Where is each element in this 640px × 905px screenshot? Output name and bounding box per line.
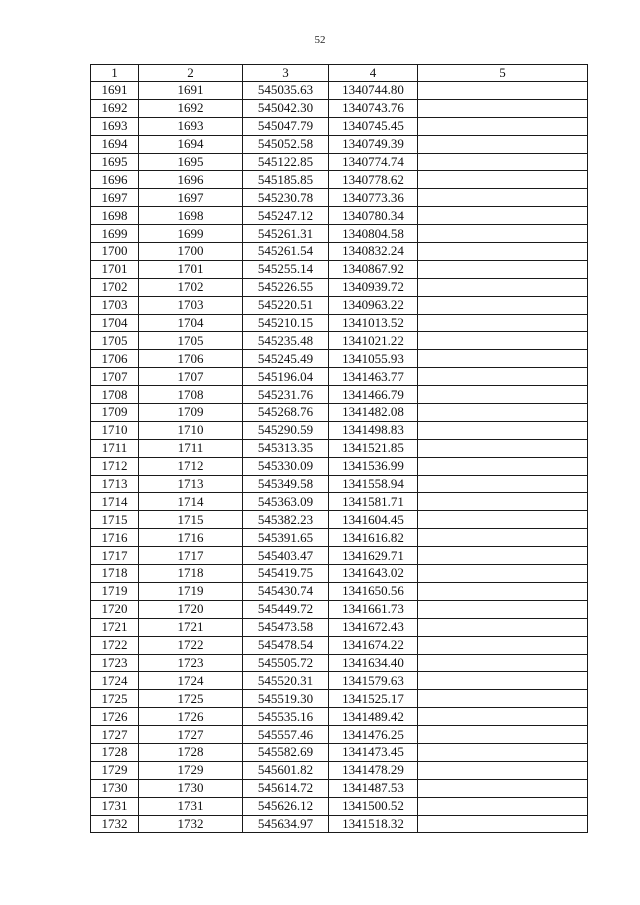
x-coordinate-cell: 545247.12 bbox=[243, 207, 329, 225]
point-id-cell: 1711 bbox=[139, 439, 243, 457]
point-number-cell: 1709 bbox=[91, 404, 139, 422]
table-row bbox=[91, 708, 588, 726]
point-id-cell: 1698 bbox=[139, 207, 243, 225]
point-id-cell: 1717 bbox=[139, 547, 243, 565]
point-id-cell: 1705 bbox=[139, 332, 243, 350]
point-number-cell: 1700 bbox=[91, 243, 139, 261]
y-coordinate-cell: 1341558.94 bbox=[329, 475, 418, 493]
x-coordinate-cell: 545185.85 bbox=[243, 171, 329, 189]
x-coordinate-cell: 545290.59 bbox=[243, 421, 329, 439]
y-coordinate-cell: 1340780.34 bbox=[329, 207, 418, 225]
point-id-cell: 1704 bbox=[139, 314, 243, 332]
x-coordinate-cell: 545601.82 bbox=[243, 761, 329, 779]
point-number-cell: 1701 bbox=[91, 260, 139, 278]
table-row bbox=[91, 618, 588, 636]
x-coordinate-cell: 545226.55 bbox=[243, 278, 329, 296]
x-coordinate-cell: 545035.63 bbox=[243, 82, 329, 100]
note-cell bbox=[418, 117, 588, 135]
x-coordinate-cell: 545261.54 bbox=[243, 243, 329, 261]
y-coordinate-cell: 1341498.83 bbox=[329, 421, 418, 439]
table-row bbox=[91, 743, 588, 761]
x-coordinate-cell: 545313.35 bbox=[243, 439, 329, 457]
y-coordinate-cell: 1341616.82 bbox=[329, 529, 418, 547]
note-cell bbox=[418, 690, 588, 708]
point-id-cell: 1729 bbox=[139, 761, 243, 779]
point-number-cell: 1729 bbox=[91, 761, 139, 779]
point-id-cell: 1728 bbox=[139, 743, 243, 761]
y-coordinate-cell: 1341482.08 bbox=[329, 404, 418, 422]
y-coordinate-cell: 1340743.76 bbox=[329, 99, 418, 117]
point-number-cell: 1721 bbox=[91, 618, 139, 636]
x-coordinate-cell: 545520.31 bbox=[243, 672, 329, 690]
point-number-cell: 1716 bbox=[91, 529, 139, 547]
table-row bbox=[91, 815, 588, 833]
y-coordinate-cell: 1341055.93 bbox=[329, 350, 418, 368]
point-number-cell: 1728 bbox=[91, 743, 139, 761]
y-coordinate-cell: 1341604.45 bbox=[329, 511, 418, 529]
point-number-cell: 1697 bbox=[91, 189, 139, 207]
note-cell bbox=[418, 565, 588, 583]
point-number-cell: 1699 bbox=[91, 225, 139, 243]
y-coordinate-cell: 1341661.73 bbox=[329, 600, 418, 618]
point-number-cell: 1696 bbox=[91, 171, 139, 189]
x-coordinate-cell: 545261.31 bbox=[243, 225, 329, 243]
y-coordinate-cell: 1341478.29 bbox=[329, 761, 418, 779]
table-row bbox=[91, 529, 588, 547]
x-coordinate-cell: 545430.74 bbox=[243, 582, 329, 600]
page-number: 52 bbox=[314, 34, 326, 46]
x-coordinate-cell: 545230.78 bbox=[243, 189, 329, 207]
point-id-cell: 1730 bbox=[139, 779, 243, 797]
point-id-cell: 1715 bbox=[139, 511, 243, 529]
table-row bbox=[91, 278, 588, 296]
note-cell bbox=[418, 135, 588, 153]
x-coordinate-cell: 545255.14 bbox=[243, 260, 329, 278]
table-row bbox=[91, 296, 588, 314]
note-cell bbox=[418, 404, 588, 422]
x-coordinate-cell: 545245.49 bbox=[243, 350, 329, 368]
x-coordinate-cell: 545582.69 bbox=[243, 743, 329, 761]
note-cell bbox=[418, 672, 588, 690]
point-id-cell: 1718 bbox=[139, 565, 243, 583]
x-coordinate-cell: 545557.46 bbox=[243, 726, 329, 744]
point-number-cell: 1706 bbox=[91, 350, 139, 368]
point-id-cell: 1701 bbox=[139, 260, 243, 278]
x-coordinate-cell: 545449.72 bbox=[243, 600, 329, 618]
x-coordinate-cell: 545382.23 bbox=[243, 511, 329, 529]
note-cell bbox=[418, 278, 588, 296]
note-cell bbox=[418, 529, 588, 547]
table-row bbox=[91, 117, 588, 135]
point-id-cell: 1696 bbox=[139, 171, 243, 189]
point-id-cell: 1719 bbox=[139, 582, 243, 600]
x-coordinate-cell: 545634.97 bbox=[243, 815, 329, 833]
point-number-cell: 1710 bbox=[91, 421, 139, 439]
table-row bbox=[91, 135, 588, 153]
note-cell bbox=[418, 314, 588, 332]
y-coordinate-cell: 1341463.77 bbox=[329, 368, 418, 386]
point-id-cell: 1693 bbox=[139, 117, 243, 135]
point-number-cell: 1705 bbox=[91, 332, 139, 350]
note-cell bbox=[418, 153, 588, 171]
note-cell bbox=[418, 189, 588, 207]
table-row bbox=[91, 797, 588, 815]
table-row bbox=[91, 726, 588, 744]
table-row bbox=[91, 457, 588, 475]
point-id-cell: 1703 bbox=[139, 296, 243, 314]
point-number-cell: 1717 bbox=[91, 547, 139, 565]
x-coordinate-cell: 545403.47 bbox=[243, 547, 329, 565]
point-number-cell: 1703 bbox=[91, 296, 139, 314]
point-id-cell: 1695 bbox=[139, 153, 243, 171]
point-id-cell: 1725 bbox=[139, 690, 243, 708]
x-coordinate-cell: 545505.72 bbox=[243, 654, 329, 672]
point-number-cell: 1698 bbox=[91, 207, 139, 225]
note-cell bbox=[418, 439, 588, 457]
y-coordinate-cell: 1341489.42 bbox=[329, 708, 418, 726]
point-number-cell: 1691 bbox=[91, 82, 139, 100]
column-header-1: 1 bbox=[91, 65, 139, 82]
y-coordinate-cell: 1341521.85 bbox=[329, 439, 418, 457]
y-coordinate-cell: 1341581.71 bbox=[329, 493, 418, 511]
note-cell bbox=[418, 618, 588, 636]
x-coordinate-cell: 545042.30 bbox=[243, 99, 329, 117]
y-coordinate-cell: 1340774.74 bbox=[329, 153, 418, 171]
table-row bbox=[91, 439, 588, 457]
point-number-cell: 1702 bbox=[91, 278, 139, 296]
table-row bbox=[91, 654, 588, 672]
table-row bbox=[91, 332, 588, 350]
x-coordinate-cell: 545519.30 bbox=[243, 690, 329, 708]
column-header-3: 3 bbox=[243, 65, 329, 82]
y-coordinate-cell: 1341634.40 bbox=[329, 654, 418, 672]
y-coordinate-cell: 1341021.22 bbox=[329, 332, 418, 350]
point-id-cell: 1731 bbox=[139, 797, 243, 815]
x-coordinate-cell: 545268.76 bbox=[243, 404, 329, 422]
point-id-cell: 1697 bbox=[139, 189, 243, 207]
y-coordinate-cell: 1341466.79 bbox=[329, 386, 418, 404]
point-id-cell: 1692 bbox=[139, 99, 243, 117]
note-cell bbox=[418, 171, 588, 189]
point-number-cell: 1712 bbox=[91, 457, 139, 475]
y-coordinate-cell: 1340745.45 bbox=[329, 117, 418, 135]
note-cell bbox=[418, 493, 588, 511]
table-row bbox=[91, 350, 588, 368]
point-number-cell: 1732 bbox=[91, 815, 139, 833]
note-cell bbox=[418, 207, 588, 225]
note-cell bbox=[418, 815, 588, 833]
x-coordinate-cell: 545626.12 bbox=[243, 797, 329, 815]
table-row bbox=[91, 207, 588, 225]
point-id-cell: 1727 bbox=[139, 726, 243, 744]
table-row bbox=[91, 779, 588, 797]
point-id-cell: 1707 bbox=[139, 368, 243, 386]
table-row bbox=[91, 82, 588, 100]
point-id-cell: 1724 bbox=[139, 672, 243, 690]
header-row bbox=[91, 65, 588, 82]
point-id-cell: 1699 bbox=[139, 225, 243, 243]
x-coordinate-cell: 545349.58 bbox=[243, 475, 329, 493]
table-row bbox=[91, 171, 588, 189]
column-header-4: 4 bbox=[329, 65, 418, 82]
x-coordinate-cell: 545614.72 bbox=[243, 779, 329, 797]
point-number-cell: 1720 bbox=[91, 600, 139, 618]
x-coordinate-cell: 545330.09 bbox=[243, 457, 329, 475]
point-number-cell: 1715 bbox=[91, 511, 139, 529]
point-id-cell: 1726 bbox=[139, 708, 243, 726]
x-coordinate-cell: 545196.04 bbox=[243, 368, 329, 386]
point-id-cell: 1706 bbox=[139, 350, 243, 368]
point-id-cell: 1712 bbox=[139, 457, 243, 475]
y-coordinate-cell: 1340963.22 bbox=[329, 296, 418, 314]
table-row bbox=[91, 636, 588, 654]
x-coordinate-cell: 545220.51 bbox=[243, 296, 329, 314]
point-number-cell: 1722 bbox=[91, 636, 139, 654]
point-id-cell: 1714 bbox=[139, 493, 243, 511]
point-id-cell: 1709 bbox=[139, 404, 243, 422]
note-cell bbox=[418, 243, 588, 261]
note-cell bbox=[418, 582, 588, 600]
y-coordinate-cell: 1341536.99 bbox=[329, 457, 418, 475]
point-number-cell: 1708 bbox=[91, 386, 139, 404]
x-coordinate-cell: 545535.16 bbox=[243, 708, 329, 726]
point-id-cell: 1723 bbox=[139, 654, 243, 672]
y-coordinate-cell: 1341473.45 bbox=[329, 743, 418, 761]
note-cell bbox=[418, 654, 588, 672]
table-row bbox=[91, 225, 588, 243]
note-cell bbox=[418, 761, 588, 779]
point-number-cell: 1693 bbox=[91, 117, 139, 135]
point-number-cell: 1714 bbox=[91, 493, 139, 511]
y-coordinate-cell: 1340778.62 bbox=[329, 171, 418, 189]
x-coordinate-cell: 545210.15 bbox=[243, 314, 329, 332]
note-cell bbox=[418, 511, 588, 529]
table-row bbox=[91, 582, 588, 600]
note-cell bbox=[418, 82, 588, 100]
note-cell bbox=[418, 99, 588, 117]
x-coordinate-cell: 545052.58 bbox=[243, 135, 329, 153]
table-header bbox=[91, 65, 588, 82]
note-cell bbox=[418, 332, 588, 350]
point-number-cell: 1723 bbox=[91, 654, 139, 672]
point-number-cell: 1692 bbox=[91, 99, 139, 117]
note-cell bbox=[418, 457, 588, 475]
point-id-cell: 1708 bbox=[139, 386, 243, 404]
y-coordinate-cell: 1340867.92 bbox=[329, 260, 418, 278]
y-coordinate-cell: 1340744.80 bbox=[329, 82, 418, 100]
y-coordinate-cell: 1341500.52 bbox=[329, 797, 418, 815]
point-id-cell: 1702 bbox=[139, 278, 243, 296]
note-cell bbox=[418, 350, 588, 368]
coordinates-table bbox=[90, 64, 588, 833]
table-row bbox=[91, 314, 588, 332]
x-coordinate-cell: 545419.75 bbox=[243, 565, 329, 583]
x-coordinate-cell: 545122.85 bbox=[243, 153, 329, 171]
point-number-cell: 1694 bbox=[91, 135, 139, 153]
point-id-cell: 1716 bbox=[139, 529, 243, 547]
point-id-cell: 1721 bbox=[139, 618, 243, 636]
x-coordinate-cell: 545231.76 bbox=[243, 386, 329, 404]
table-row bbox=[91, 600, 588, 618]
point-number-cell: 1695 bbox=[91, 153, 139, 171]
y-coordinate-cell: 1340773.36 bbox=[329, 189, 418, 207]
point-number-cell: 1727 bbox=[91, 726, 139, 744]
table-row bbox=[91, 493, 588, 511]
point-id-cell: 1732 bbox=[139, 815, 243, 833]
note-cell bbox=[418, 708, 588, 726]
table-row bbox=[91, 189, 588, 207]
y-coordinate-cell: 1341525.17 bbox=[329, 690, 418, 708]
table-row bbox=[91, 565, 588, 583]
y-coordinate-cell: 1340804.58 bbox=[329, 225, 418, 243]
note-cell bbox=[418, 779, 588, 797]
x-coordinate-cell: 545235.48 bbox=[243, 332, 329, 350]
point-number-cell: 1713 bbox=[91, 475, 139, 493]
note-cell bbox=[418, 368, 588, 386]
point-number-cell: 1718 bbox=[91, 565, 139, 583]
y-coordinate-cell: 1340939.72 bbox=[329, 278, 418, 296]
point-number-cell: 1719 bbox=[91, 582, 139, 600]
point-number-cell: 1730 bbox=[91, 779, 139, 797]
y-coordinate-cell: 1341013.52 bbox=[329, 314, 418, 332]
y-coordinate-cell: 1340749.39 bbox=[329, 135, 418, 153]
y-coordinate-cell: 1341476.25 bbox=[329, 726, 418, 744]
x-coordinate-cell: 545478.54 bbox=[243, 636, 329, 654]
x-coordinate-cell: 545363.09 bbox=[243, 493, 329, 511]
x-coordinate-cell: 545047.79 bbox=[243, 117, 329, 135]
note-cell bbox=[418, 797, 588, 815]
point-number-cell: 1711 bbox=[91, 439, 139, 457]
point-id-cell: 1694 bbox=[139, 135, 243, 153]
x-coordinate-cell: 545391.65 bbox=[243, 529, 329, 547]
table-row bbox=[91, 404, 588, 422]
point-id-cell: 1710 bbox=[139, 421, 243, 439]
point-number-cell: 1707 bbox=[91, 368, 139, 386]
point-number-cell: 1731 bbox=[91, 797, 139, 815]
note-cell bbox=[418, 475, 588, 493]
note-cell bbox=[418, 421, 588, 439]
table-row bbox=[91, 386, 588, 404]
point-number-cell: 1724 bbox=[91, 672, 139, 690]
table-row bbox=[91, 547, 588, 565]
point-id-cell: 1722 bbox=[139, 636, 243, 654]
table-row bbox=[91, 368, 588, 386]
y-coordinate-cell: 1341579.63 bbox=[329, 672, 418, 690]
table-row bbox=[91, 421, 588, 439]
table-row bbox=[91, 243, 588, 261]
note-cell bbox=[418, 225, 588, 243]
table-row bbox=[91, 672, 588, 690]
note-cell bbox=[418, 743, 588, 761]
table-row bbox=[91, 761, 588, 779]
x-coordinate-cell: 545473.58 bbox=[243, 618, 329, 636]
y-coordinate-cell: 1341487.53 bbox=[329, 779, 418, 797]
note-cell bbox=[418, 296, 588, 314]
table-body bbox=[91, 82, 588, 833]
note-cell bbox=[418, 600, 588, 618]
note-cell bbox=[418, 260, 588, 278]
table-row bbox=[91, 153, 588, 171]
point-id-cell: 1691 bbox=[139, 82, 243, 100]
table-row bbox=[91, 511, 588, 529]
y-coordinate-cell: 1341672.43 bbox=[329, 618, 418, 636]
point-id-cell: 1713 bbox=[139, 475, 243, 493]
table-row bbox=[91, 99, 588, 117]
point-number-cell: 1704 bbox=[91, 314, 139, 332]
y-coordinate-cell: 1341643.02 bbox=[329, 565, 418, 583]
y-coordinate-cell: 1341629.71 bbox=[329, 547, 418, 565]
note-cell bbox=[418, 386, 588, 404]
note-cell bbox=[418, 547, 588, 565]
column-header-5: 5 bbox=[418, 65, 588, 82]
point-id-cell: 1700 bbox=[139, 243, 243, 261]
y-coordinate-cell: 1340832.24 bbox=[329, 243, 418, 261]
table-row bbox=[91, 475, 588, 493]
column-header-2: 2 bbox=[139, 65, 243, 82]
y-coordinate-cell: 1341518.32 bbox=[329, 815, 418, 833]
point-number-cell: 1726 bbox=[91, 708, 139, 726]
note-cell bbox=[418, 726, 588, 744]
table-row bbox=[91, 690, 588, 708]
point-number-cell: 1725 bbox=[91, 690, 139, 708]
point-id-cell: 1720 bbox=[139, 600, 243, 618]
note-cell bbox=[418, 636, 588, 654]
y-coordinate-cell: 1341674.22 bbox=[329, 636, 418, 654]
y-coordinate-cell: 1341650.56 bbox=[329, 582, 418, 600]
table-row bbox=[91, 260, 588, 278]
